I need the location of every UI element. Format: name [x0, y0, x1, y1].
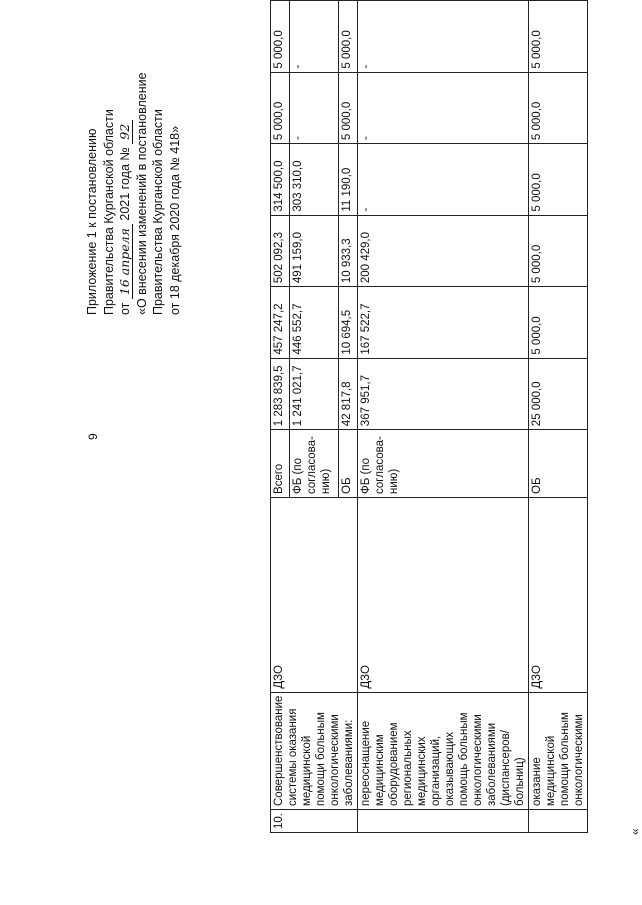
measure-name: переоснащение медицинским оборудованием региональных медицинских организаций, оказывающих помощь больным онкологическими заболеваниями (диспансеров/ больниц): [358, 692, 529, 809]
funding-source: ОБ: [529, 430, 588, 498]
row-number: 10.: [271, 810, 358, 833]
value-year: 5 000,0: [529, 215, 588, 287]
appendix-line-1: Приложение 1 к постановлению: [85, 128, 99, 315]
value-year: 491 159,0: [289, 215, 339, 287]
appendix-line-3: [117, 15, 134, 315]
value-year: 10 694,5: [339, 287, 358, 359]
open-quote-mark: «: [628, 828, 642, 835]
value-year: 314 500,0: [271, 144, 290, 216]
value-year: 303 310,0: [289, 144, 339, 216]
executor: ДЗО: [529, 497, 588, 692]
value-year: 502 092,3: [271, 215, 290, 287]
value-total: 42 817,8: [339, 358, 358, 430]
table-row: [271, 1, 290, 833]
value-year: 5 000,0: [529, 72, 588, 144]
value-year: 457 247,2: [271, 287, 290, 359]
value-total: 1 241 021,7: [289, 358, 339, 430]
value-year: 10 933,3: [339, 215, 358, 287]
value-year: -: [358, 72, 529, 144]
appendix-line-6: от 18 декабря 2020 года № 418»: [167, 125, 182, 315]
value-total: 1 283 839,5: [271, 358, 290, 430]
value-year: -: [358, 144, 529, 216]
measure-name: оказание медицинской помощи больным онкологическими: [529, 692, 588, 809]
value-year: 5 000,0: [339, 72, 358, 144]
appendix-line-4: «О внесении изменений в постановление: [134, 72, 149, 315]
appendix-date-prefix: от: [118, 302, 132, 315]
handwritten-date: 16 апреля: [117, 224, 133, 299]
table-row: [529, 1, 588, 833]
measure-name: Совершенствование системы оказания медицинской помощи больным онкологическими заболеваниями:: [271, 692, 358, 809]
executor: ДЗО: [271, 497, 358, 692]
executor: ДЗО: [358, 497, 529, 692]
value-year: 5 000,0: [529, 144, 588, 216]
value-year: 5 000,0: [271, 1, 290, 73]
value-year: -: [289, 1, 339, 73]
funding-source: ОБ: [339, 430, 358, 498]
value-year: 5 000,0: [529, 287, 588, 359]
page-number: 9: [86, 433, 100, 440]
appendix-header: [84, 15, 183, 315]
table-row: [358, 1, 529, 833]
appendix-line-2: Правительства Курганской области: [101, 109, 116, 315]
value-year: 200 429,0: [358, 215, 529, 287]
value-year: -: [289, 72, 339, 144]
value-total: 367 951,7: [358, 358, 529, 430]
value-year: 5 000,0: [271, 72, 290, 144]
value-total: 25 000,0: [529, 358, 588, 430]
handwritten-number: 92: [117, 120, 133, 144]
value-year: 5 000,0: [339, 1, 358, 73]
appendix-line-5: Правительства Курганской области: [151, 109, 165, 315]
funding-source: Всего: [271, 430, 290, 498]
value-year: -: [358, 1, 529, 73]
funding-source: ФБ (по согласова-нию): [289, 430, 339, 498]
appendix-year: 2021 года №: [118, 147, 132, 221]
program-table: [270, 0, 588, 833]
value-year: 11 190,0: [339, 144, 358, 216]
value-year: 5 000,0: [529, 1, 588, 73]
row-number: [529, 810, 588, 833]
funding-source: ФБ (по согласова-нию): [358, 430, 529, 498]
value-year: 167 522,7: [358, 287, 529, 359]
row-number: [358, 810, 529, 833]
value-year: 446 552,7: [289, 287, 339, 359]
